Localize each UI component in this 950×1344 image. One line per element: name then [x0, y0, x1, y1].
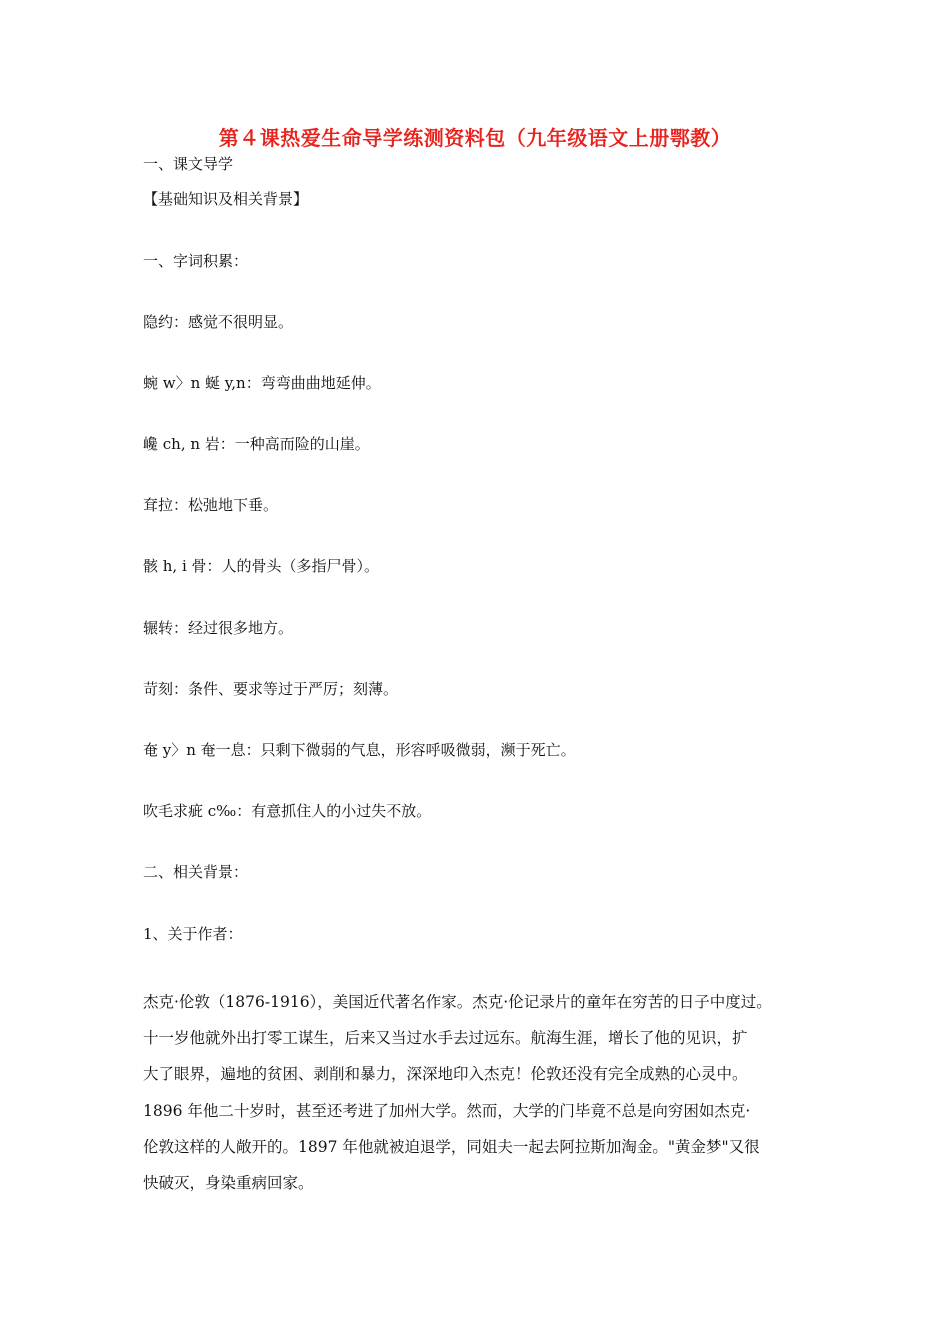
vocab-item: 巉 ch, n 岩：一种高而险的山崖。 [143, 435, 370, 453]
subheading-basics: 【基础知识及相关背景】 [143, 190, 309, 208]
vocab-item: 蜿 w〉n 蜒 y,n：弯弯曲曲地延伸。 [143, 374, 381, 392]
document-title: 第４课热爱生命导学练测资料包（九年级语文上册鄂教） [218, 126, 732, 150]
vocab-item: 苛刻：条件、要求等过于严厉；刻薄。 [143, 680, 399, 698]
paragraph-line: 伦敦这样的人敞开的。1897 年他就被迫退学，同姐夫一起去阿拉斯加淘金。"黄金梦"又很 [143, 1137, 760, 1156]
vocab-item: 耷拉：松弛地下垂。 [143, 496, 279, 514]
vocab-item: 隐约：感觉不很明显。 [143, 313, 294, 331]
heading-vocabulary: 一、字词积累： [143, 252, 249, 270]
paragraph-line: 快破灭，身染重病回家。 [143, 1174, 314, 1193]
vocab-item: 骸 h, i 骨：人的骨头（多指尸骨）。 [143, 557, 380, 575]
vocab-item: 奄 y〉n 奄一息：只剩下微弱的气息，形容呼吸微弱，濒于死亡。 [143, 741, 576, 759]
paragraph-line: 杰克·伦敦（1876-1916），美国近代著名作家。杰克·伦记录片的童年在穷苦的日子中度过。 [143, 993, 772, 1011]
paragraph-line: 1896 年他二十岁时，甚至还考进了加州大学。然而，大学的门毕竟不总是向穷困如杰克· [143, 1101, 751, 1120]
vocab-item: 辗转：经过很多地方。 [143, 619, 294, 637]
paragraph-line: 大了眼界，遍地的贫困、剥削和暴力，深深地印入杰克！伦敦还没有完全成熟的心灵中。 [143, 1065, 748, 1084]
section-heading-guide: 一、课文导学 [143, 155, 234, 173]
heading-about-author: 1、关于作者： [143, 925, 243, 943]
author-bio-paragraph [143, 984, 815, 1201]
heading-background: 二、相关背景： [143, 863, 249, 881]
paragraph-line: 十一岁他就外出打零工谋生，后来又当过水手去过远东。航海生涯，增长了他的见识，扩 [143, 1029, 748, 1048]
vocab-item: 吹毛求疵 c‰：有意抓住人的小过失不放。 [143, 802, 432, 820]
